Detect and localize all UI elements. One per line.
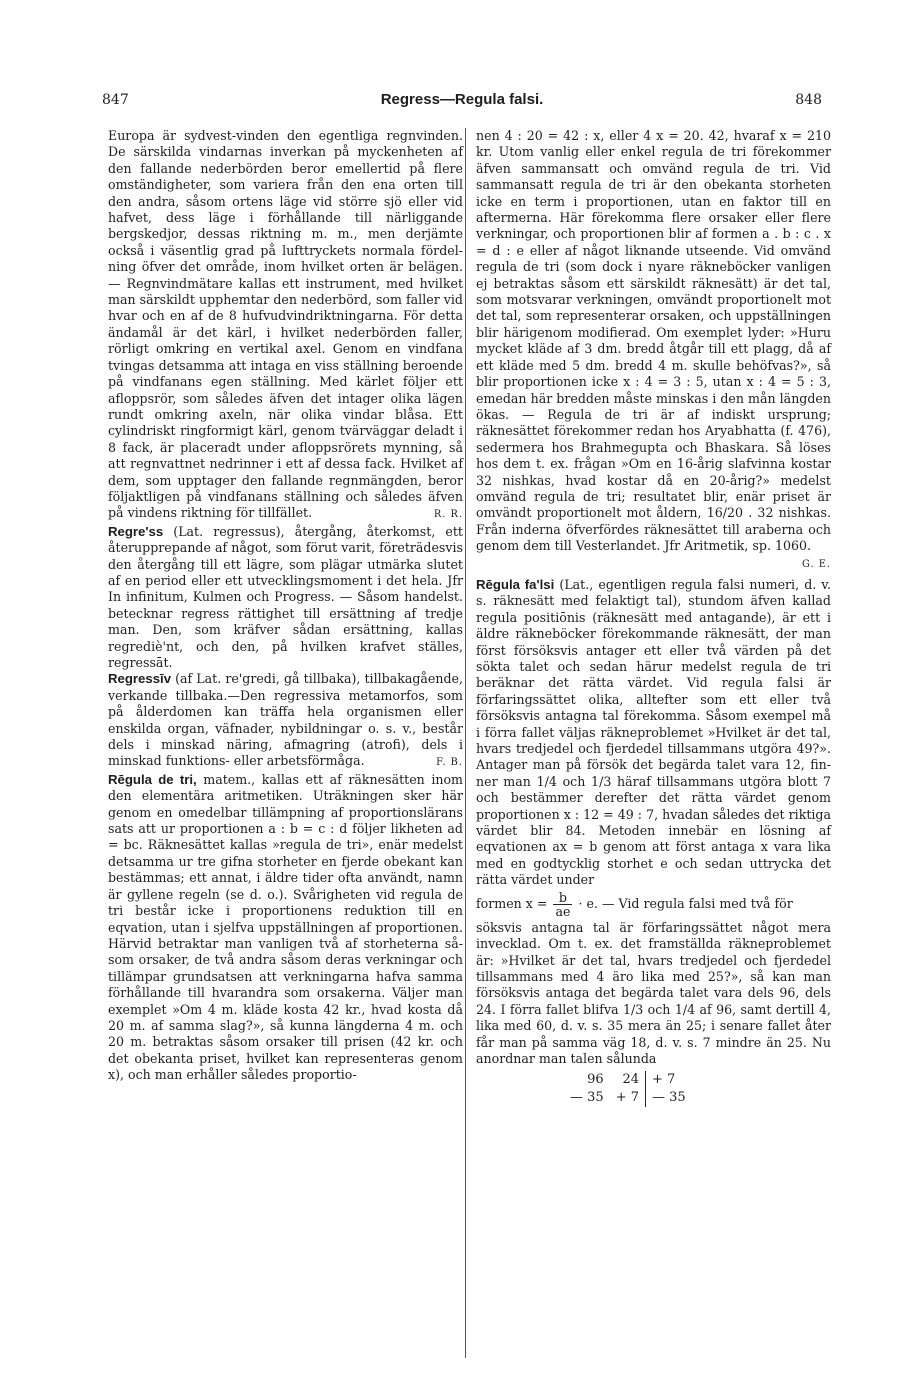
table-row <box>564 1089 692 1107</box>
table-cell: 96 <box>587 1072 604 1088</box>
number-arrangement-table <box>564 1071 692 1107</box>
page-number-left: 847 <box>102 92 129 108</box>
left-column <box>108 128 463 1084</box>
entry-text: (Lat. regressus), återgång, återkomst, ett återupprepande af något, som förut varit, företrädesvis den återgång till ett lägre, som plägar utmärka slutet af en period eller ett utvecklingsmoment i det hela. Jfr In infinitum, Kulmen och Progress. — Såsom handelst. betecknar regress rättighet till ersättning af tredje man. Den, som kräfver sådan ersättning, kallas regrediè'nt, och den, på hvilken krafvet ställes, regressāt. <box>108 523 463 670</box>
entry-text-continued <box>476 920 831 1068</box>
formula-suffix: · e. — Vid regula falsi med två för <box>578 895 793 911</box>
fraction-numerator: b <box>553 891 572 905</box>
table-row <box>564 1071 692 1089</box>
table-cell: + 7 <box>615 1090 639 1106</box>
entry-headword: Rēgula fa'lsi <box>476 576 555 592</box>
page-number-right: 848 <box>795 92 822 108</box>
formula-line <box>476 891 831 918</box>
entry-regula-de-tri <box>108 772 463 1084</box>
page-header <box>102 92 822 116</box>
table-cell: 24 <box>622 1072 639 1088</box>
entry-continuation <box>108 128 463 524</box>
author-signature: F. B. <box>436 757 463 769</box>
table-cell: — 35 <box>645 1089 691 1107</box>
entry-text: (af Lat. re'gredi, gå tillbaka), tillbakagående, verkande tillbaka.—Den regressiva metamorfos, som på ålderdomen kan träffa hela organismen eller enskilda organ, väfnader, nybildningar o. s. v., består dels i minskad näring, afmagring (atrofi), dels i minskad funktions- eller arbetsförmåga. <box>108 671 463 769</box>
entry-headword: Rēgula de tri, <box>108 771 197 787</box>
entry-regress <box>108 524 463 672</box>
formula-prefix: formen x = <box>476 895 548 911</box>
entry-regressiv <box>108 671 463 771</box>
entry-text: Europa är sydvest-vinden den egentliga regnvinden. De särskilda vindarnas inverkan på myckenheten af den fallande nederbörden beror emellertid på flere omständigheter, som variera från den ena orten till den andra, såsom ortens läge vid större sjö eller vid hafvet, dess läge i förhållande till närliggande bergskedjor, dessas riktning m. m., men derjämte också i väsentlig grad på lufttryckets normala fördelning öfver det område, inom hvilket orten är belägen. — Regnvindmätare kallas ett instrument, med hvilket man särskildt upphemtar den nederbörd, som faller vid hvar och en af de 8 hufvudvindriktningarna. För detta ändamål är det kärl, i hvilket nederbörden faller, rörligt omkring en vertikal axel. Genom en vindfana tvingas detsamma att intaga en viss ställning beroende på vindfanans egen ställning. Med kärlet följer ett afloppsrör, som således äfven det intager olika lägen rundt omkring axeln, när olika vindar blåsa. Ett cylindriskt ringformigt kärl, genom tvärväggar deladt i 8 fack, är placeradt under afloppsrörets mynning, så att regnvattnet nedrinner i ett af dessa fack. Hvilket af dem, som upptager den fallande regnmängden, beror följaktligen på vindfanans ställning och således äfven på vindens riktning för tillfället. <box>108 128 463 521</box>
entry-text: nen 4 : 20 = 42 : x, eller 4 x = 20. 42, hvaraf x = 210 kr. Utom vanlig eller enkel regula de tri förekommer äfven sammansatt och omvänd regula de tri. Vid sammansatt regula de tri är den obekanta storheten icke en term i proportionen, utan en faktor till en aftermerna. Här förekomma flere orsaker eller flere verkningar, och proportionen blir af formen a . b : c . x = d : e eller af något liknande utseende. Vid omvänd regula de tri (som dock i nyare räkneböcker vanligen ej betraktas såsom ett särskildt räknesätt) är det tal, som motsvarar verkningen, omvändt proportionelt mot det tal, som representerar orsaken, och uppställningen blir härigenom modifierad. Om exemplet lyder: »Huru mycket kläde af 3 dm. bredd åtgår till ett plagg, då af ett kläde med 5 dm. bredd 4 m. skulle behöfvas?», så blir proportionen icke x : 4 = 3 : 5, utan x : 4 = 5 : 3, emedan här bredden måste minskas i den mån längden ökas. — Regula de tri är af indiskt ursprung; räknesättet förekommer redan hos Aryabhatta (f. 476), sedermera hos Brahmegupta och Bhaskara. Så löses hos dem t. ex. frågan »Om en 16-årig slafvinna kostar 32 nishkas, hvad kostar då en 20-årig?» medelst omvänd regula de tri; resultatet blir, enär priset är omvändt proportionelt mot åldern, 16/20 . 32 nishkas. Från inderna öfverfördes räknesättet till araberna och genom dem till Vesterlandet. Jfr Aritmetik, sp. 1060. <box>476 128 831 554</box>
author-signature: G. E. <box>802 558 831 570</box>
table-cell: — 35 <box>570 1090 604 1106</box>
entry-text: söksvis antagna tal är förfaringssättet något mera invecklad. Om t. ex. det framställda räkneproblemet är: »Hvilket är det tal, hvars tredjedel och fjerdedel tillsammans med 4 äro lika med 25?», så kan man försöksvis antaga det begärda talet vara dels 96, dels 24. I förra fallet blifva 1/3 och 1/4 af 96, samt dertill 4, lika med 60, d. v. s. 35 mera än 25; i senare fallet åter får man på samma väg 18, d. v. s. 7 mindre än 25. Nu anordnar man talen sålunda <box>476 919 831 1066</box>
fraction-denominator: ae <box>555 903 571 919</box>
entry-headword: Regressīv <box>108 671 172 687</box>
entry-headword: Regre'ss <box>108 523 164 539</box>
entry-text: matem., kallas ett af räknesätten inom den elementära aritmetiken. Uträkningen sker här genom en omedelbar tillämpning af proportionslärans sats att ur proportionen a : b = c : d följer likheten ad = bc. Räknesättet kallas »regula de tri», enär medelst detsamma ur tre gifna storheter en fjerde obekant kan bestämmas; ett annat, i äldre tider ofta användt, namn är gyllene regeln (se d. o.). Svårigheten vid regula de tri består icke i proportionens reduktion till en eqvation, utan i sjelfva uppställningen af proportionen. Härvid betraktar man vanligen två af storheterna såsom orsaker, de två andra såsom deras verkningar och tillämpar grundsatsen att verkningarna hafva samma förhållande till hvarandra som orsakerna. Väljer man exemplet »Om 4 m. kläde kosta 42 kr., hvad kosta då 20 m. af samma slag?», så kunna längderna 4 m. och 20 m. betraktas såsom orsaker till prisen (42 kr. och det obekanta priset, hvilket kan representeras genom x), och man erhåller således proportio- <box>108 771 463 1083</box>
table-cell: + 7 <box>645 1071 691 1089</box>
author-signature: R. R. <box>433 509 463 521</box>
right-column <box>476 128 831 1107</box>
fraction <box>553 891 572 918</box>
column-divider <box>465 128 466 1358</box>
running-title: Regress—Regula falsi. <box>380 91 544 108</box>
entry-regula-falsi <box>476 577 831 889</box>
entry-continuation <box>476 128 831 573</box>
entry-text: (Lat., egentligen regula falsi numeri, d. v. s. räknesätt med felaktigt tal), stundom äfven kallad regula positiōnis (räknesätt med antagande), är ett i äldre räkneböcker förekommande räknesätt, der man först försöksvis antager ett eller två värden på det sökta talet och sedan härur medelst regula de tri beräknar det rätta värdet. Vid regula falsi är förfaringssättet olika, alltefter som ett eller två försöksvis antagna tal förekomma. Såsom exempel må i förra fallet väljas räkneproblemet »Hvilket är det tal, hvars tredjedel och fjerdedel tillsammans utgöra 49?». Antager man på försök det begärda talet vara 12, finner man 1/4 och 1/3 häraf tillsammans utgöra blott 7 och bestämmer derefter det rätta värdet genom proportionen x : 12 = 49 : 7, hvadan således det riktiga värdet blir 84. Metoden innebär en lösning af eqvationen ax = b genom att först antaga x vara lika med en godtycklig storhet e och sedan uttrycka det rätta värdet under <box>476 576 832 888</box>
